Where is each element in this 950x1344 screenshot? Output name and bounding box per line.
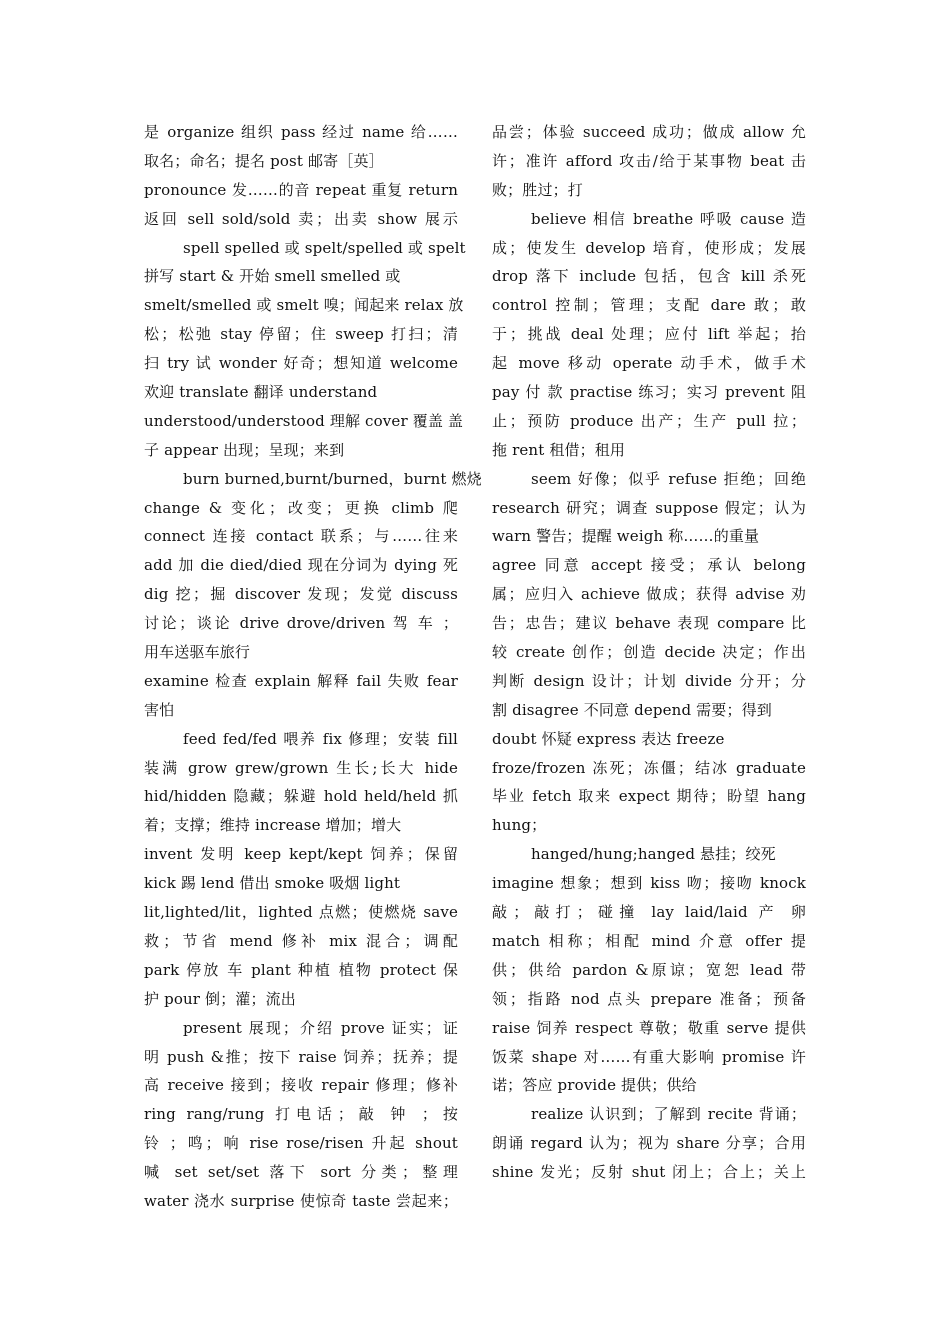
text-line: 毕业 fetch 取来 expect 期待；盼望 hang <box>492 787 806 806</box>
text-line: 明 push &推；按下 raise 饲养；抚养；提 <box>144 1047 458 1066</box>
text-line: 领；指路 nod 点头 prepare 准备；预备 <box>492 989 806 1008</box>
right-column <box>492 118 806 1187</box>
text-line: water 浇水 surprise 使惊奇 taste 尝起来； <box>144 1191 458 1210</box>
text-line: 起 move 移动 operate 动手术，做手术 <box>492 354 806 373</box>
text-line: 品尝；体验 succeed 成功；做成 allow 允 <box>492 123 806 141</box>
text-line: 于；挑战 deal 处理；应付 lift 举起；抬 <box>492 325 806 344</box>
text-line: hung； <box>492 816 547 835</box>
text-line: 成；使发生 develop 培育，使形成；发展 <box>492 238 806 257</box>
text-line: smelt/smelled 或 smelt 嗅；闻起来 relax 放 <box>144 296 464 315</box>
text-line: 讨论；谈论 drive drove/driven 驾 车 ； <box>144 614 458 633</box>
text-line: drop 落下 include 包括，包含 kill 杀死 <box>492 267 806 286</box>
text-line: 败；胜过；打 <box>492 180 583 199</box>
text-line: match 相称；相配 mind 介意 offer 提 <box>492 931 806 950</box>
text-line: 子 appear 出现；呈现；来到 <box>144 440 345 459</box>
text-line: 是 organize 组织 pass 经过 name 给…… <box>144 123 458 141</box>
text-line: change & 变化；改变；更换 climb 爬 <box>144 498 458 517</box>
text-line: spell spelled 或 spelt/spelled 或 spelt <box>183 238 466 257</box>
text-line: imagine 想象；想到 kiss 吻；接吻 knock <box>492 874 806 893</box>
text-line: feed fed/fed 喂养 fix 修理；安装 fill <box>183 729 458 748</box>
text-line: kick 踢 lend 借出 smoke 吸烟 light <box>144 874 401 893</box>
text-line: 救；节省 mend 修补 mix 混合；调配 <box>144 931 458 950</box>
text-line: agree 同意 accept 接受；承认 belong <box>492 556 806 575</box>
text-line: 用车送驱车旅行 <box>144 643 251 662</box>
text-line: 诺；答应 provide 提供；供给 <box>492 1076 697 1095</box>
text-line: burn burned,burnt/burned，burnt 燃烧 <box>183 469 482 488</box>
text-line: 高 receive 接到；接收 repair 修理；修补 <box>144 1076 458 1095</box>
text-line: examine 检查 explain 解释 fail 失败 fear <box>144 671 458 690</box>
text-line: 松；松弛 stay 停留；住 sweep 打扫；清 <box>144 325 458 344</box>
text-line: 装满 grow grew/grown 生长;长大 hide <box>144 758 458 777</box>
text-line: 欢迎 translate 翻译 understand <box>144 383 378 402</box>
text-line: 取名；命名；提名 post 邮寄［英］ <box>144 151 384 170</box>
text-line: 朗诵 regard 认为；视为 share 分享；合用 <box>492 1134 806 1153</box>
text-line: 拖 rent 租借；租用 <box>492 440 626 459</box>
text-line: 较 create 创作；创造 decide 决定；作出 <box>492 643 806 662</box>
text-line: warn 警告；提醒 weigh 称……的重量 <box>492 527 760 546</box>
text-line: connect 连接 contact 联系；与……往来 <box>144 527 458 546</box>
left-column <box>144 118 482 1216</box>
text-line: 返回 sell sold/sold 卖；出卖 show 展示 <box>144 209 458 228</box>
text-line: hanged/hung;hanged 悬挂；绞死 <box>531 845 776 864</box>
text-line: dig 挖；掘 discover 发现；发觉 discuss <box>144 585 458 604</box>
text-line: add 加 die died/died 现在分词为 dying 死 <box>144 556 458 575</box>
text-line: believe 相信 breathe 呼吸 cause 造 <box>531 209 806 228</box>
text-line: 判断 design 设计；计划 divide 分开；分 <box>492 671 806 690</box>
text-line: 许；准许 afford 攻击/给于某事物 beat 击 <box>492 151 806 170</box>
text-line: ring rang/rung 打电话；敲 钟 ；按 <box>144 1105 458 1124</box>
text-line: 敲；敲打；碰撞 lay laid/laid 产 卵 <box>492 903 806 922</box>
text-line: froze/frozen 冻死；冻僵；结冰 graduate <box>492 758 806 777</box>
text-line: 喊 set set/set 落下 sort 分类；整理 <box>144 1163 458 1182</box>
text-line: invent 发明 keep kept/kept 饲养；保留 <box>144 845 458 864</box>
text-line: 着；支撑；维持 increase 增加；增大 <box>144 816 402 835</box>
text-line: hid/hidden 隐藏；躲避 hold held/held 抓 <box>144 787 458 806</box>
text-line: shine 发光；反射 shut 闭上；合上；关上 <box>492 1163 806 1182</box>
text-line: raise 饲养 respect 尊敬；敬重 serve 提供 <box>492 1018 806 1037</box>
text-line: seem 好像；似乎 refuse 拒绝；回绝 <box>531 469 806 488</box>
text-line: 护 pour 倒；灌；流出 <box>144 989 296 1008</box>
text-line: 饭菜 shape 对……有重大影响 promise 许 <box>492 1047 806 1066</box>
text-line: park 停放 车 plant 种植 植物 protect 保 <box>144 960 458 979</box>
text-line: doubt 怀疑 express 表达 freeze <box>492 729 725 748</box>
text-line: 铃 ；鸣；响 rise rose/risen 升起 shout <box>144 1134 458 1153</box>
text-line: control 控制；管理；支配 dare 敢；敢 <box>492 296 806 315</box>
text-line: 属；应归入 achieve 做成；获得 advise 劝 <box>492 585 806 604</box>
text-line: 止；预防 produce 出产；生产 pull 拉； <box>492 411 806 430</box>
text-line: research 研究；调查 suppose 假定；认为 <box>492 498 806 517</box>
text-line: 告；忠告；建议 behave 表现 compare 比 <box>492 614 806 633</box>
text-line: 扫 try 试 wonder 好奇；想知道 welcome <box>144 354 458 373</box>
text-line: 供；供给 pardon &原谅；宽恕 lead 带 <box>492 960 806 979</box>
text-line: understood/understood 理解 cover 覆盖 盖 <box>144 411 464 430</box>
text-line: present 展现；介绍 prove 证实；证 <box>183 1018 458 1037</box>
text-line: lit,lighted/lit，lighted 点燃；使燃烧 save <box>144 903 458 922</box>
text-line: realize 认识到；了解到 recite 背诵； <box>531 1105 806 1124</box>
text-line: 害怕 <box>144 700 175 719</box>
text-line: 割 disagree 不同意 depend 需要；得到 <box>492 700 772 719</box>
text-line: 拼写 start & 开始 smell smelled 或 <box>144 267 401 286</box>
text-line: pay 付 款 practise 练习；实习 prevent 阻 <box>492 383 806 402</box>
text-line: pronounce 发……的音 repeat 重复 return <box>144 180 458 199</box>
